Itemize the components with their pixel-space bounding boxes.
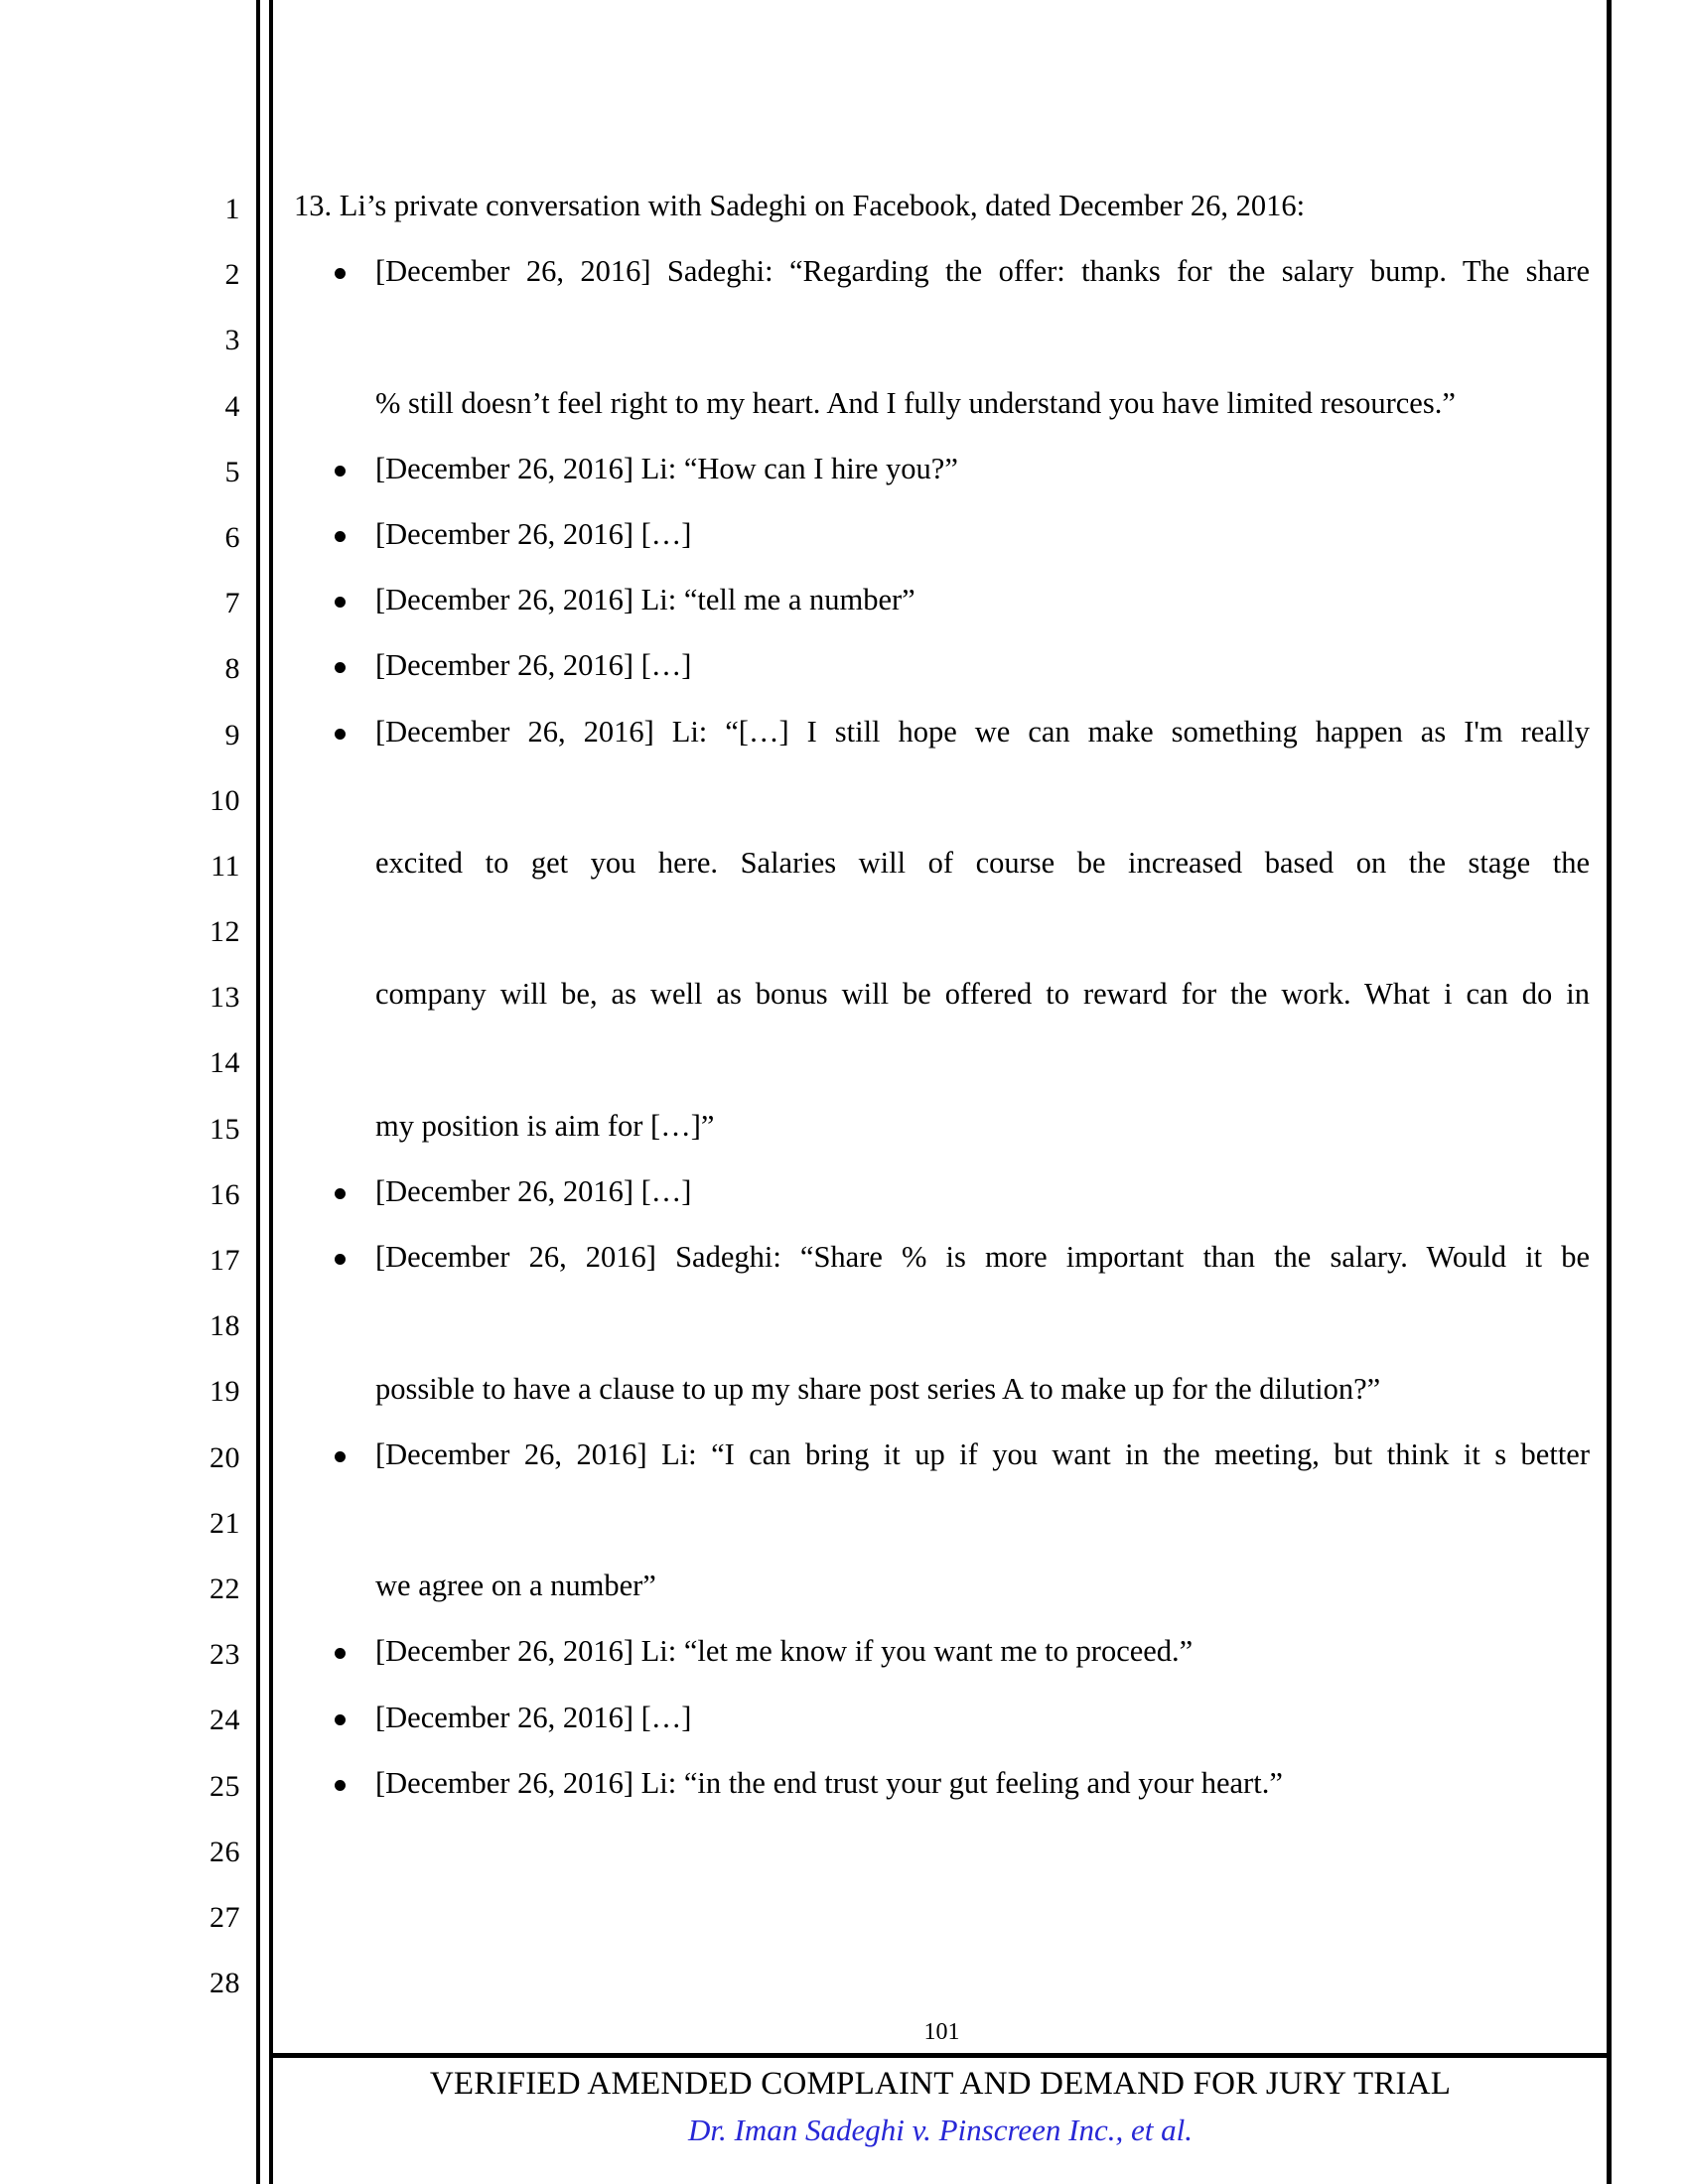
- bullet-point-icon: [335, 1159, 347, 1224]
- bullet-line: [December 26, 2016] […]: [375, 648, 692, 683]
- page-number: 101: [923, 2019, 960, 2045]
- line-number: 18: [210, 1309, 240, 1343]
- line-number: 8: [224, 652, 240, 686]
- bullet-line: possible to have a clause to up my share post series A to make up for the dilution?”: [375, 1371, 1381, 1406]
- list-item: [294, 238, 1590, 436]
- list-item: [294, 1685, 1590, 1750]
- document-body: [294, 173, 1590, 1816]
- line-number: 17: [210, 1244, 240, 1277]
- bullet-point-icon: [335, 699, 347, 764]
- line-number: 19: [210, 1375, 240, 1409]
- line-number: 23: [210, 1638, 240, 1672]
- list-item: [294, 1618, 1590, 1684]
- line-number: 26: [210, 1835, 240, 1868]
- bullet-line: [December 26, 2016] Li: “tell me a number”: [375, 583, 915, 617]
- line-number: 27: [210, 1900, 240, 1934]
- conversation-bullet-list: [294, 238, 1590, 1816]
- bullet-line: [December 26, 2016] Li: “[…] I still hope we can make something happen as I'm really: [375, 714, 1590, 749]
- bullet-line: % still doesn’t feel right to my heart. And I fully understand you have limited resources.”: [375, 385, 1456, 420]
- bullet-line: [December 26, 2016] […]: [375, 1700, 692, 1734]
- list-item: [294, 501, 1590, 567]
- line-number: 13: [210, 981, 240, 1015]
- line-number-gutter: [179, 177, 240, 2016]
- line-number: 6: [224, 520, 240, 554]
- bullet-line: [December 26, 2016] Li: “I can bring it up if you want in the meeting, but think it s better: [375, 1436, 1590, 1471]
- bullet-line: [December 26, 2016] Sadeghi: “Regarding the offer: thanks for the salary bump. The share: [375, 254, 1590, 289]
- list-item: [294, 1159, 1590, 1224]
- bullet-line: [December 26, 2016] Li: “let me know if you want me to proceed.”: [375, 1634, 1194, 1669]
- list-item: [294, 1750, 1590, 1816]
- line-number: 3: [224, 324, 240, 357]
- left-margin-rule-inner: [269, 0, 273, 2184]
- bullet-point-icon: [335, 501, 347, 567]
- paragraph-13: 13. Li’s private conversation with Sadeghi on Facebook, dated December 26, 2016:: [294, 189, 1306, 222]
- line-number: 25: [210, 1769, 240, 1803]
- list-item: [294, 632, 1590, 698]
- line-number: 12: [210, 915, 240, 949]
- bullet-point-icon: [335, 632, 347, 698]
- line-number: 15: [210, 1112, 240, 1146]
- list-item: [294, 1422, 1590, 1619]
- list-item: [294, 436, 1590, 501]
- bullet-point-icon: [335, 436, 347, 501]
- line-number: 28: [210, 1967, 240, 2000]
- bullet-line: [December 26, 2016] Li: “How can I hire you?”: [375, 451, 958, 485]
- bullet-point-icon: [335, 567, 347, 632]
- list-item: [294, 567, 1590, 632]
- footer-document-title: VERIFIED AMENDED COMPLAINT AND DEMAND FOR JURY TRIAL: [429, 2066, 1452, 2102]
- bullet-line: [December 26, 2016] Li: “in the end trust your gut feeling and your heart.”: [375, 1765, 1283, 1800]
- bullet-line: company will be, as well as bonus will be offered to reward for the work. What i can do in: [375, 977, 1590, 1012]
- right-margin-rule: [1607, 0, 1612, 2184]
- bullet-line: we agree on a number”: [375, 1569, 656, 1603]
- line-number: 20: [210, 1440, 240, 1474]
- left-margin-rule-outer: [256, 0, 260, 2184]
- bullet-line: excited to get you here. Salaries will of course be increased based on the stage the: [375, 846, 1590, 881]
- line-number: 14: [210, 1046, 240, 1080]
- line-number: 5: [224, 455, 240, 488]
- bullet-point-icon: [335, 238, 347, 304]
- line-number: 2: [224, 258, 240, 292]
- line-number: 24: [210, 1704, 240, 1737]
- bullet-line: [December 26, 2016] Sadeghi: “Share % is more important than the salary. Would it be: [375, 1240, 1590, 1275]
- line-number: 11: [211, 849, 240, 883]
- list-item: [294, 1224, 1590, 1422]
- bullet-point-icon: [335, 1750, 347, 1816]
- line-number: 4: [224, 389, 240, 423]
- line-number: 22: [210, 1571, 240, 1605]
- footer-case-caption: Dr. Iman Sadeghi v. Pinscreen Inc., et al.: [688, 2113, 1193, 2147]
- line-number: 9: [224, 718, 240, 751]
- line-number: 21: [210, 1506, 240, 1540]
- bullet-line: [December 26, 2016] […]: [375, 1174, 692, 1209]
- bullet-point-icon: [335, 1685, 347, 1750]
- line-number: 16: [210, 1177, 240, 1211]
- bullet-line: my position is aim for […]”: [375, 1108, 715, 1143]
- line-number: 1: [224, 193, 240, 225]
- list-item: [294, 699, 1590, 1159]
- bullet-point-icon: [335, 1422, 347, 1487]
- footer-divider: [269, 2053, 1612, 2058]
- bullet-point-icon: [335, 1224, 347, 1290]
- line-number: 7: [224, 587, 240, 620]
- bullet-line: [December 26, 2016] […]: [375, 517, 692, 552]
- bullet-point-icon: [335, 1618, 347, 1684]
- line-number: 10: [210, 783, 240, 817]
